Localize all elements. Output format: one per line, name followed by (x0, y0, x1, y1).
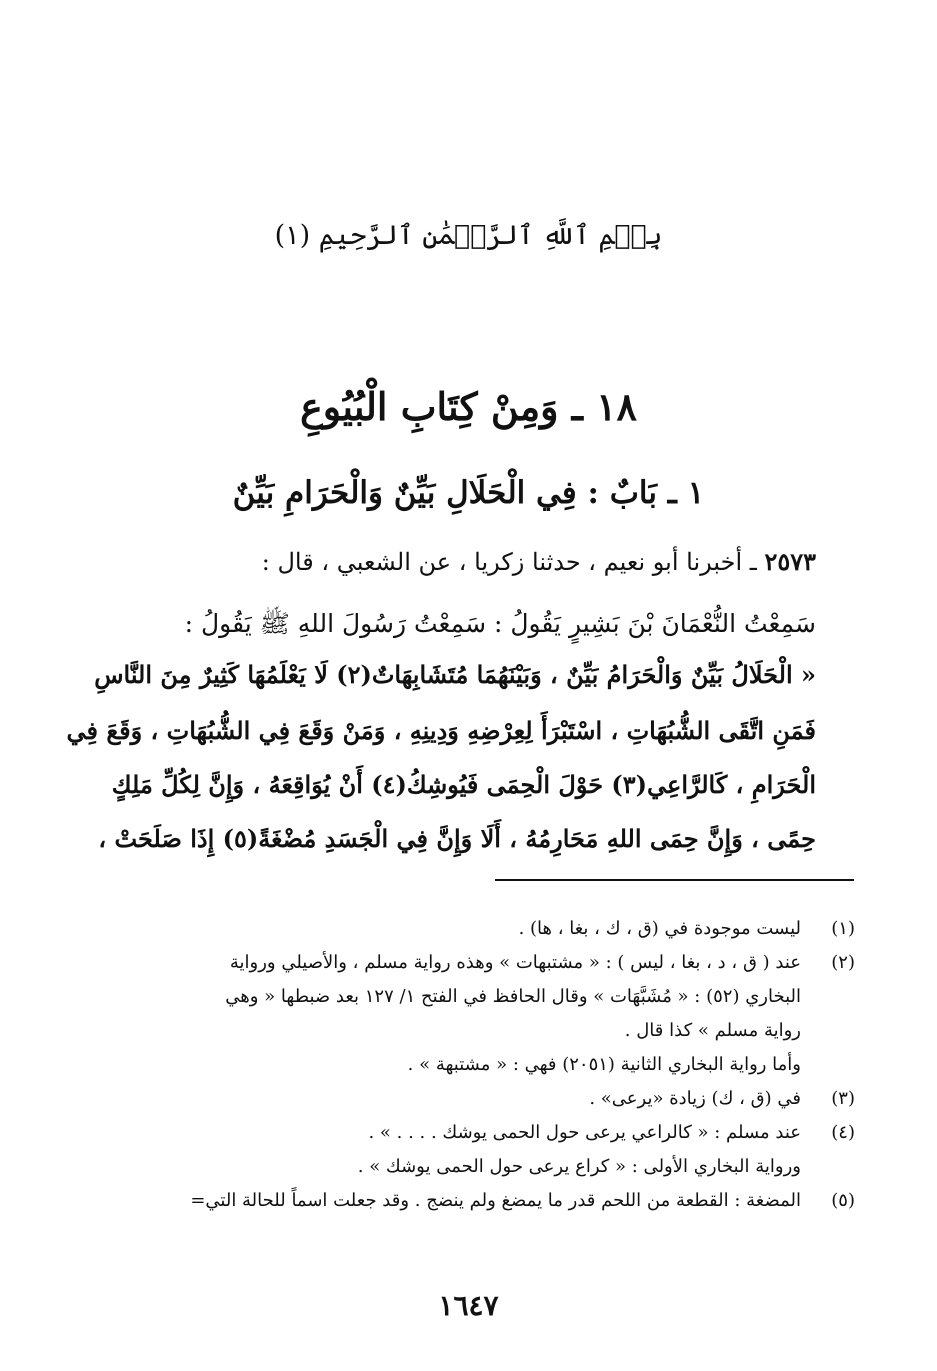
basmala-heading: بِسۡمِ ٱللَّهِ ٱلرَّحۡمَٰنِ ٱلرَّحِيمِ (١) (274, 220, 663, 251)
hadith-text-line: الْحَرَامِ ، كَالرَّاعِي(٣) حَوْلَ الْحِمَى فَيُوشِكُ(٤) أَنْ يُوَاقِعَهُ ، وَإِنَّ لِكُلِّ مَلِكٍ (111, 770, 816, 799)
footnote (75, 946, 855, 1048)
section-title: ١ ـ بَابٌ : فِي الْحَلَالِ بَيِّنٌ وَالْحَرَامِ بَيِّنٌ (232, 475, 705, 511)
chapter-title: ١٨ ـ وَمِنْ كِتَابِ الْبُيُوعِ (300, 384, 637, 429)
footnote-separator (495, 879, 854, 881)
hadith-text-line: حِمًى ، وَإِنَّ حِمَى اللهِ مَحَارِمُهُ ، أَلَا وَإِنَّ فِي الْجَسَدِ مُضْغَةً(٥) إِذَا صَلَحَتْ ، (98, 824, 816, 853)
footnote-text (75, 946, 801, 1048)
footnote-line: في (ق ، ك) زيادة «يرعى» . (589, 1088, 801, 1109)
hadith-text-line: « الْحَلَالُ بَيِّنٌ وَالْحَرَامُ بَيِّنٌ ، وَبَيْنَهُمَا مُتَشَابِهَاتٌ(٢) لَا يَعْلَمُهَا كَثِيرٌ مِنَ النَّاسِ (94, 660, 816, 689)
footnote-continuation: وأما رواية البخاري الثانية (٢٠٥١) فهي : « مشتبهة » . (407, 1054, 801, 1075)
hadith-text-line: فَمَنِ اتَّقَى الشُّبُهَاتِ ، اسْتَبْرَأَ لِعِرْضِهِ وَدِينِهِ ، وَمَنْ وَقَعَ فِي الشُّبُهَاتِ ، وَقَعَ فِي (66, 716, 816, 745)
footnote-line: ليست موجودة في (ق ، ك ، بغا ، ها) . (518, 918, 801, 939)
footnote-line: عند مسلم : « كالراعي يرعى حول الحمى يوشك . . . . » . (368, 1122, 801, 1143)
footnote-line: المضغة : القطعة من اللحم قدر ما يمضغ ولم ينضج . وقد جعلت اسماً للحالة التي= (190, 1190, 801, 1211)
footnotes (75, 912, 855, 1218)
footnote-text (75, 1184, 801, 1218)
footnote-continuation: ورواية البخاري الأولى : « كراع يرعى حول الحمى يوشك » . (357, 1156, 801, 1177)
footnote-line: عند ( ق ، د ، بغا ، ليس ) : « مشتبهات » وهذه رواية مسلم ، والأصيلي ورواية (229, 952, 801, 973)
footnote-text (75, 1082, 801, 1116)
footnote (75, 1184, 855, 1218)
footnote-number: (٢) (831, 952, 855, 973)
hadith-number: ٢٥٧٣ (764, 547, 816, 576)
footnote (75, 1082, 855, 1116)
footnote (75, 912, 855, 946)
footnote-line: رواية مسلم » كذا قال . (624, 1020, 801, 1041)
footnote-text (75, 1116, 801, 1150)
footnote-line: البخاري (٥٢) : « مُشَبَّهَات » وقال الحافظ في الفتح ١/ ١٢٧ بعد ضبطها « وهي (225, 986, 801, 1007)
footnote (75, 1116, 855, 1150)
footnote-number: (٤) (831, 1122, 855, 1143)
footnote-number: (٣) (831, 1088, 855, 1109)
footnote-text (75, 912, 801, 946)
hadith-text-line: سَمِعْتُ النُّعْمَانَ بْنَ بَشِيرٍ يَقُولُ : سَمِعْتُ رَسُولَ اللهِ ﷺ يَقُولُ : (184, 609, 816, 638)
footnote-number: (١) (831, 918, 855, 939)
hadith-intro (96, 542, 816, 582)
page-number: ١٦٤٧ (438, 1289, 499, 1322)
footnote-number: (٥) (831, 1190, 855, 1211)
hadith-chain: ـ أخبرنا أبو نعيم ، حدثنا زكريا ، عن الشعبي ، قال : (261, 548, 757, 576)
